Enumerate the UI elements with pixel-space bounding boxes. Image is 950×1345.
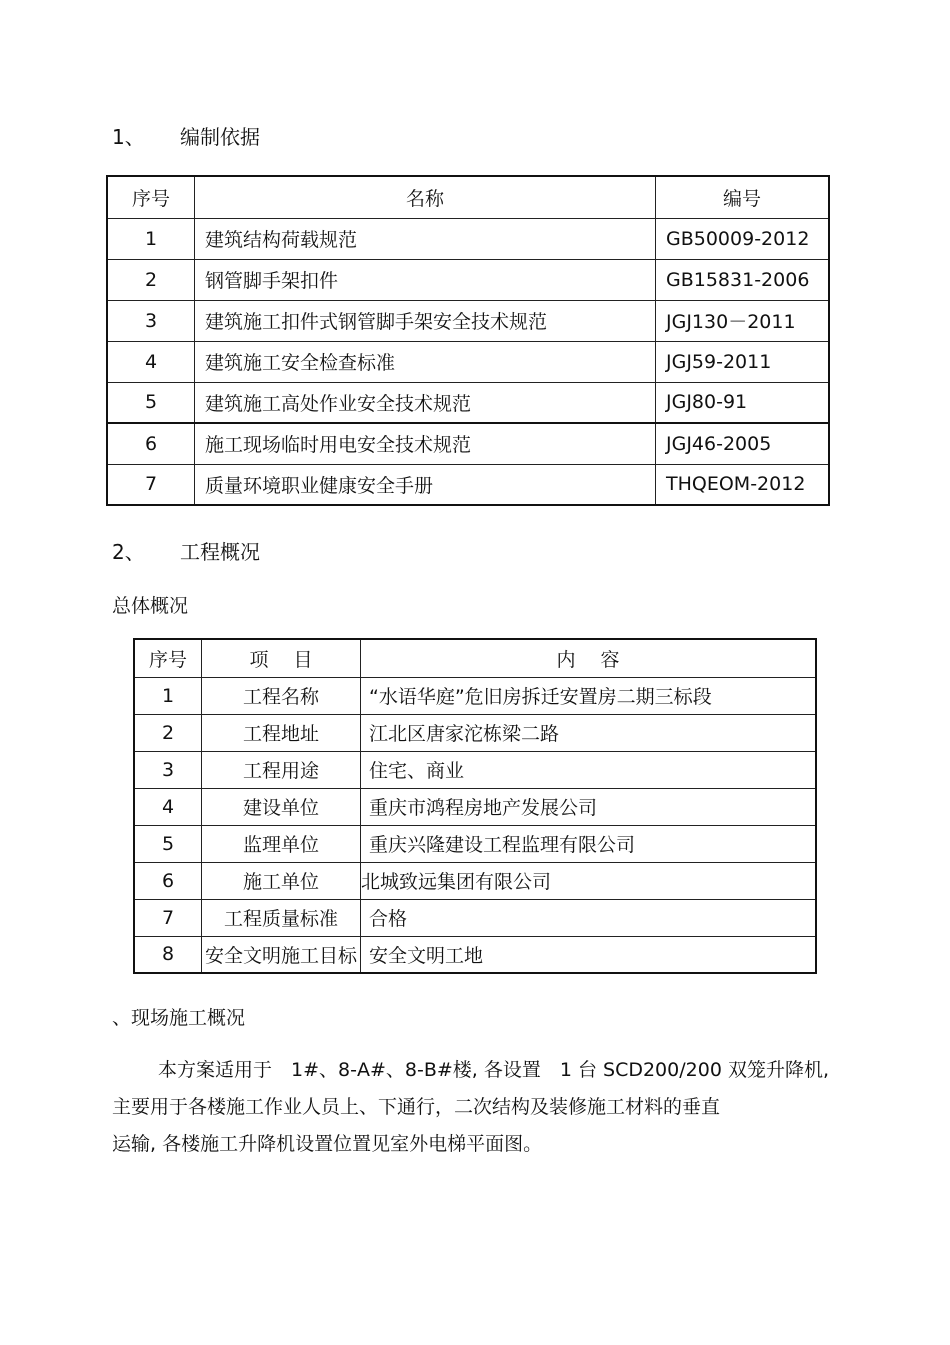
row-number: 2 [134,714,202,751]
standard-name: 建筑施工安全检查标准 [195,341,656,382]
row-number: 2 [107,259,195,300]
row-number: 6 [107,423,195,464]
standard-code: THQEOM-2012 [656,464,830,505]
section-title: 工程概况 [180,540,260,564]
table-row [134,825,816,862]
header-cell: 内 容 [361,639,817,677]
row-number: 4 [134,788,202,825]
row-number: 3 [134,751,202,788]
row-number: 5 [134,825,202,862]
standard-name: 建筑施工扣件式钢管脚手架安全技术规范 [195,300,656,341]
section-title: 编制依据 [180,125,260,149]
table-row [134,899,816,936]
item-label: 工程质量标准 [202,899,361,936]
row-number: 7 [134,899,202,936]
item-label: 工程地址 [202,714,361,751]
table-row [134,714,816,751]
item-content: 北城致远集团有限公司 [361,862,817,899]
item-content: 住宅、商业 [361,751,817,788]
standard-code: JGJ130－2011 [656,300,830,341]
row-number: 5 [107,382,195,423]
standard-name: 质量环境职业健康安全手册 [195,464,656,505]
table-row [134,788,816,825]
row-number: 7 [107,464,195,505]
standard-name: 建筑施工高处作业安全技术规范 [195,382,656,423]
table-row [134,862,816,899]
row-number: 3 [107,300,195,341]
row-number: 1 [107,218,195,259]
table-row [107,423,829,464]
standard-name: 建筑结构荷载规范 [195,218,656,259]
table-row [134,751,816,788]
paragraph-line: 运输, 各楼施工升降机设置位置见室外电梯平面图。 [112,1133,543,1155]
table-row [107,259,829,300]
site-description-paragraph [112,1052,832,1163]
overview-label: 总体概况 [112,595,189,617]
table-row [107,464,829,505]
item-label: 施工单位 [202,862,361,899]
header-cell: 项 目 [202,639,361,677]
item-label: 建设单位 [202,788,361,825]
site-construction-label: 、现场施工概况 [112,1007,246,1029]
row-number: 6 [134,862,202,899]
item-content: 江北区唐家沱栋梁二路 [361,714,817,751]
header-cell: 序号 [134,639,202,677]
table-row [107,382,829,423]
table-row [134,677,816,714]
paragraph-line: 本方案适用于 1#、8-A#、8-B#楼, 各设置 1 台 SCD200/200 双笼升降机, [158,1059,829,1081]
table-row [107,300,829,341]
table-header-row [134,639,816,677]
overview-table [133,638,817,974]
basis-table [106,175,830,506]
item-content: “水语华庭”危旧房拆迁安置房二期三标段 [361,677,817,714]
standard-code: GB15831-2006 [656,259,830,300]
item-label: 监理单位 [202,825,361,862]
item-content: 重庆市鸿程房地产发展公司 [361,788,817,825]
row-number: 1 [134,677,202,714]
item-label: 工程用途 [202,751,361,788]
standard-code: GB50009-2012 [656,218,830,259]
standard-name: 施工现场临时用电安全技术规范 [195,423,656,464]
header-cell: 序号 [107,176,195,218]
standard-code: JGJ80-91 [656,382,830,423]
section-number: 2、 [112,540,145,564]
header-cell: 名称 [195,176,656,218]
standard-code: JGJ46-2005 [656,423,830,464]
paragraph-line: 主要用于各楼施工作业人员上、下通行，二次结构及装修施工材料的垂直 [112,1096,721,1118]
item-content: 安全文明工地 [361,936,817,973]
standard-name: 钢管脚手架扣件 [195,259,656,300]
table-row [134,936,816,973]
item-content: 合格 [361,899,817,936]
item-content: 重庆兴隆建设工程监理有限公司 [361,825,817,862]
table-header-row [107,176,829,218]
table-row [107,218,829,259]
item-label: 工程名称 [202,677,361,714]
row-number: 8 [134,936,202,973]
standard-code: JGJ59-2011 [656,341,830,382]
row-number: 4 [107,341,195,382]
table-row [107,341,829,382]
item-label: 安全文明施工目标 [202,936,361,973]
header-cell: 编号 [656,176,830,218]
section-number: 1、 [112,125,145,149]
